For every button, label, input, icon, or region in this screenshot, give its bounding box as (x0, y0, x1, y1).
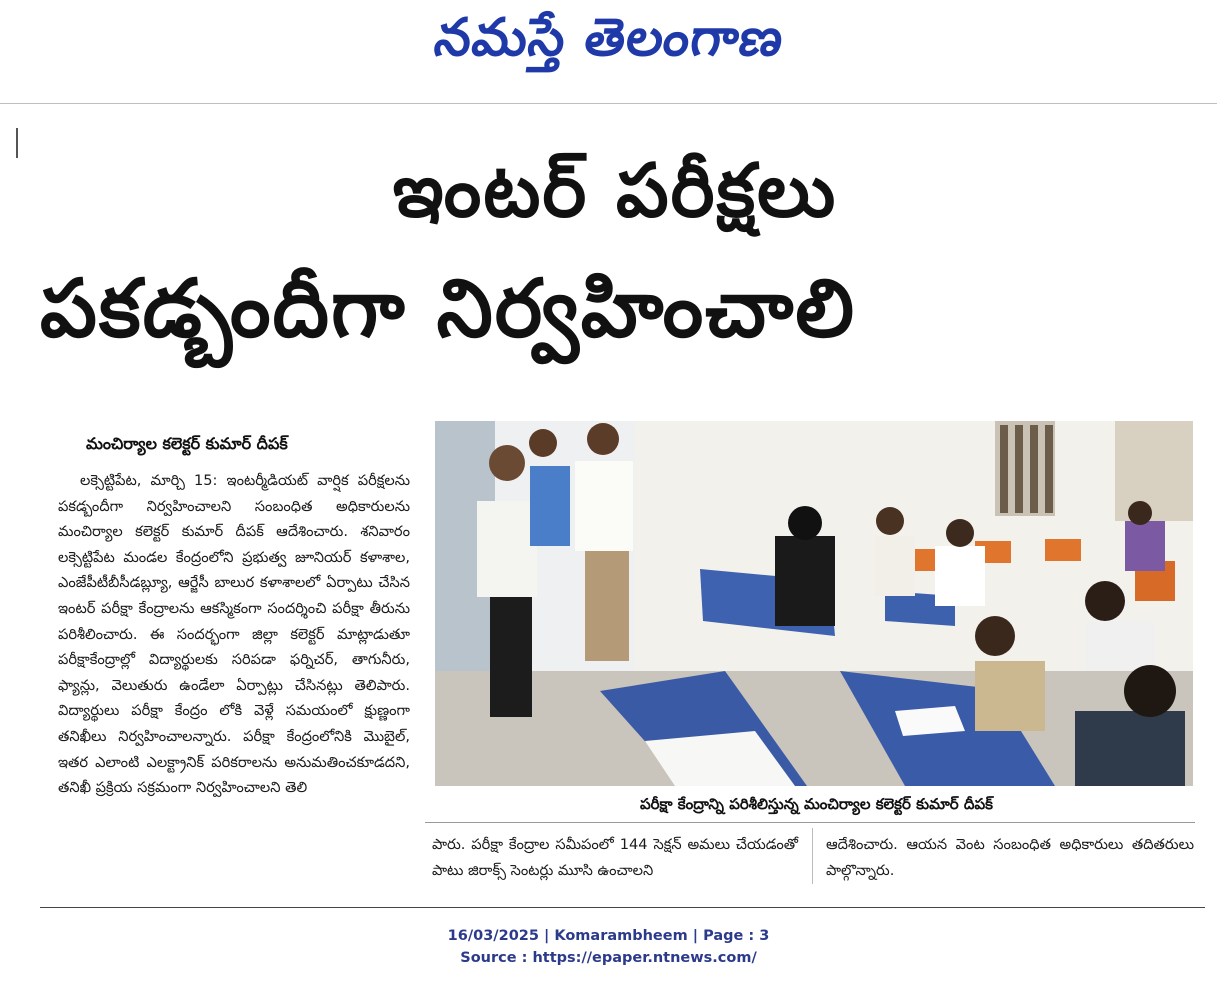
headline-line-2: పకడ్బందీగా నిర్వహించాలి (40, 262, 857, 355)
article-body-column-1 (58, 468, 410, 801)
clip-edge-mark (16, 128, 18, 158)
article-paragraph: లక్సెట్టిపేట, మార్చి 15: ఇంటర్మీడియట్ వార్షిక పరీక్షలను పకడ్బందీగా నిర్వహించాలని సంబంధిత అధికారులను మంచిర్యాల కలెక్టర్ కుమార్ దీపక్ ఆదేశించారు. శనివారం లక్సెట్టిపేట మండల కేంద్రంలోని ప్రభుత్వ జూనియర్ కళాశాల, ఎంజేపీటీబీసీడబ్ల్యూ, ఆర్జేసీ బాలుర కళాశాలలో ఏర్పాటు చేసిన ఇంటర్ పరీక్షా కేంద్రాలను ఆకస్మికంగా సందర్శించి పరీక్షా తీరును పరిశీలించారు. ఈ సందర్భంగా జిల్లా కలెక్టర్ మాట్లాడుతూ పరీక్షాకేంద్రాల్లో విద్యార్థులకు సరిపడా ఫర్నిచర్, తాగునీరు, ఫ్యాన్లు, వెలుతురు ఉండేలా ఏర్పాట్లు చేసినట్లు తెలిపారు. విద్యార్థులు పరీక్షా కేంద్రం లోకి వెళ్లే సమయంలో క్షుణ్ణంగా తనిఖీలు నిర్వహించాలన్నారు. పరీక్షా కేంద్రంలోనికి మొబైల్, ఇతర ఎలాంటి ఎలక్ట్రానిక్ పరికరాలను అనుమతించకూడదని, తనిఖీ ప్రక్రియ సక్రమంగా నిర్వహించాలని తెలి (58, 472, 410, 797)
column-divider (812, 828, 813, 884)
caption-divider (425, 822, 1195, 823)
edition-info: 16/03/2025 | Komarambheem | Page : 3 (447, 928, 770, 944)
headline-line-1: ఇంటర్ పరీక్షలు (392, 148, 838, 234)
article-photo (435, 421, 1193, 786)
photo-caption: పరీక్షా కేంద్రాన్ని పరిశీలిస్తున్న మంచిర్యాల కలెక్టర్ కుమార్ దీపక్ (639, 795, 994, 813)
classroom-photo-illustration (435, 421, 1193, 786)
newspaper-logo: నమస్తే తెలంగాణ (430, 8, 788, 68)
source-link[interactable]: Source : https://epaper.ntnews.com/ (460, 950, 757, 966)
masthead (0, 0, 1217, 103)
article-byline: మంచిర్యాల కలెక్టర్ కుమార్ దీపక్ (86, 434, 288, 453)
article-body-column-2: పారు. పరీక్షా కేంద్రాల సమీపంలో 144 సెక్షన్ అమలు చేయడంతో పాటు జిరాక్స్ సెంటర్లు మూసి ఉంచాలని (432, 836, 798, 879)
footer-divider (40, 907, 1205, 908)
masthead-divider (0, 103, 1217, 104)
article-body-column-3: ఆదేశించారు. ఆయన వెంట సంబంధిత అధికారులు తదితరులు పాల్గొన్నారు. (826, 836, 1194, 879)
